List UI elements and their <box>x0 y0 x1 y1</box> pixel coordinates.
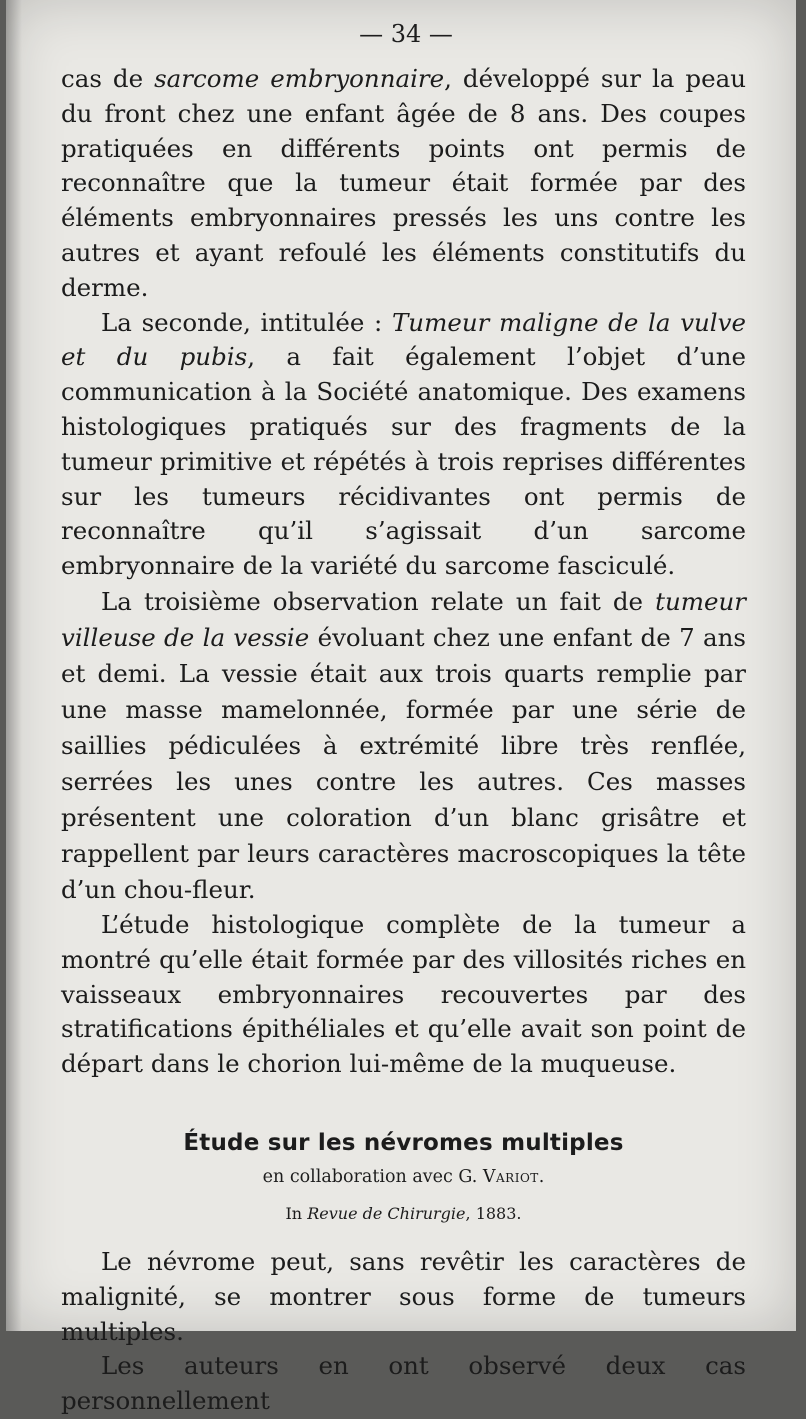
paragraph-3-text-b: évoluant chez une enfant de 7 ans et demi. La vessie était aux trois quarts remplie par une masse mamelonnée, formée par une série de saillies pédiculées à extrémité libre très renflée, serrées les unes contre les autres. Ces masses présentent une coloration d’un blanc grisâtre et rappellent par leurs caractères macroscopiques la tête d’un chou-fleur. <box>61 622 746 904</box>
paragraph-1 <box>61 62 746 306</box>
source-citation <box>61 1202 746 1226</box>
paragraph-1-italic: sarcome embryonnaire <box>154 64 445 93</box>
paragraph-2-text-a: La seconde, intitulée : <box>101 307 392 337</box>
paragraph-3-italic: tumeur villeuse de la vessie <box>61 586 746 652</box>
paragraph-2-italic: Tumeur maligne de la vulve et du pubis <box>61 307 746 372</box>
paragraph-2 <box>61 306 746 584</box>
source-year: , 1883. <box>465 1203 522 1223</box>
paragraph-4: L’étude histologique complète de la tumeur a montré qu’elle était formée par des villosités riches en vaisseaux embryonnaires recouvertes par des stratifications épithéliales et qu’elle avait son point de départ dans le chorion lui-même de la muqueuse. <box>61 909 746 1079</box>
paragraph-1-text-b: , développé sur la peau du front chez une enfant âgée de 8 ans. Des coupes pratiquées en différents points ont permis de reconnaître que la tumeur était formée par des éléments embryonnaires pressés les uns contre les autres et ayant refoulé les éléments constitutifs du derme. <box>61 64 746 302</box>
source-journal: Revue de Chirurgie <box>307 1203 466 1223</box>
source-prefix: In <box>285 1203 308 1223</box>
paragraph-1-text-a: cas de <box>61 64 155 93</box>
book-page <box>6 0 796 1416</box>
collaboration-text: en collaboration avec G. <box>262 1166 483 1187</box>
section-heading: Étude sur les névromes multiples <box>183 1129 624 1156</box>
collaborator-name: Variot <box>482 1166 539 1187</box>
page-number: — 34 — <box>359 20 453 48</box>
paragraph-5: Le névrome peut, sans revêtir les caractères de malignité, se montrer sous forme de tumeurs multiples. <box>61 1246 746 1346</box>
paragraph-2-text-b: , a fait également l’objet d’une communication à la Société anatomique. Des examens histologiques pratiqués sur des fragments de la tumeur primitive et répétés à trois reprises différentes sur les tumeurs récidivantes ont permis de reconnaître qu’il s’agissait d’un sarcome embryonnaire de la variété du sarcome fasciculé. <box>61 342 746 581</box>
paragraph-3 <box>61 584 746 908</box>
paragraph-6: Les auteurs en ont observé deux cas personnellement <box>61 1351 746 1416</box>
collaboration-end: . <box>538 1166 545 1187</box>
paragraph-3-text-a: La troisième observation relate un fait de <box>101 586 656 616</box>
collaboration-line <box>61 1164 746 1190</box>
body-text <box>61 62 746 1419</box>
